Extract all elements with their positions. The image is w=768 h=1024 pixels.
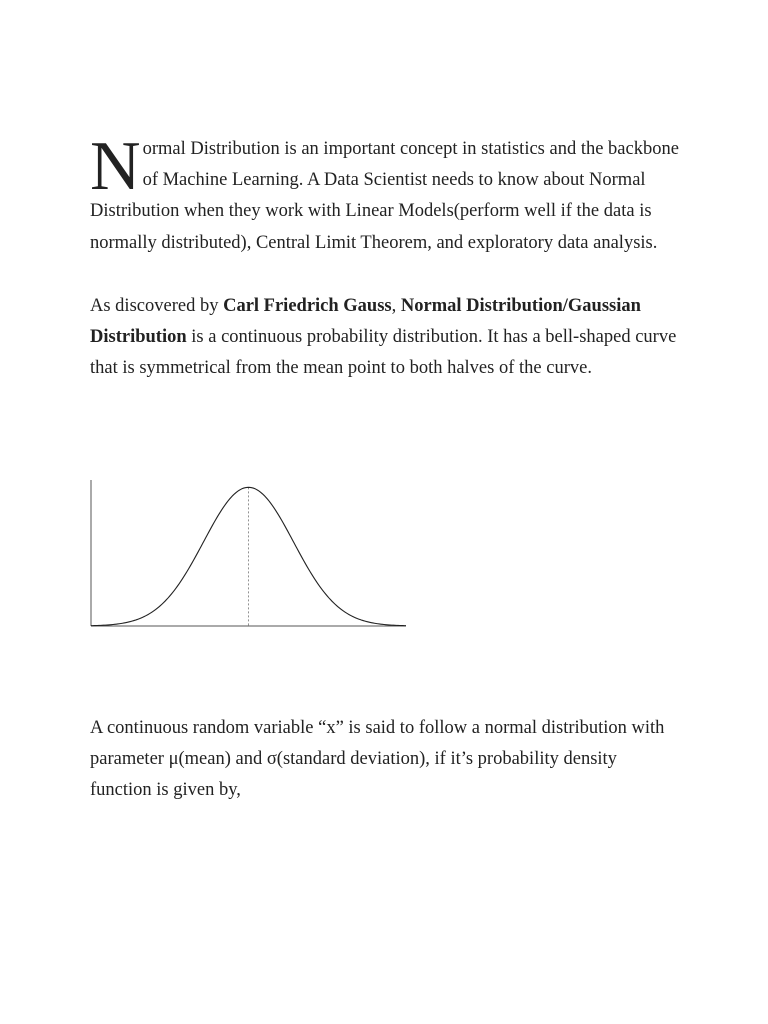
distribution-name: Normal Distribution/Gaussian Distribution xyxy=(90,295,641,348)
article xyxy=(90,128,680,384)
intro-paragraph xyxy=(90,128,680,259)
gauss-name: Carl Friedrich Gauss xyxy=(223,295,392,316)
intro-text: ormal Distribution is an important concept in statistics and the backbone of Machine Learning. A Data Scientist needs to know about Normal Distribution when they work with Linear Models(perform well if the data is normally distributed), Central Limit Theorem, and exploratory data analysis. xyxy=(90,139,679,253)
bell-curve-chart xyxy=(90,480,410,630)
bell-curve-figure xyxy=(90,480,410,630)
gauss-paragraph xyxy=(90,291,680,385)
gauss-prefix: As discovered by xyxy=(90,295,224,316)
definition-paragraph: A continuous random variable “x” is said to follow a normal distribution with parameter μ(mean) and σ(standard deviation), if it’s probability density function is given by, xyxy=(90,718,665,801)
gauss-sep: , xyxy=(391,295,401,316)
drop-cap: N xyxy=(90,128,141,205)
gauss-suffix: is a continuous probability distribution. It has a bell-shaped curve that is symmetrical from the mean point to both halves of the curve. xyxy=(90,327,677,379)
